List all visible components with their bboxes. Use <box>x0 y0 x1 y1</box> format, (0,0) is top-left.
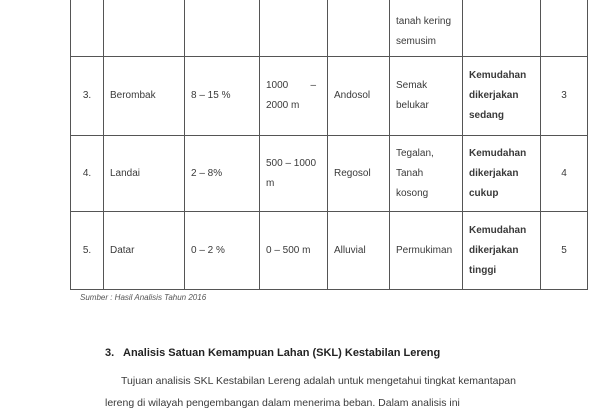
table-row <box>71 136 588 212</box>
land-use-line: Tanah <box>396 167 424 179</box>
relief-cell: Berombak <box>104 57 185 136</box>
value-cell <box>541 0 588 57</box>
table-source-note: Sumber : Hasil Analisis Tahun 2016 <box>80 293 207 302</box>
height-cell <box>260 136 328 212</box>
land-use-line: tanah kering <box>396 16 452 27</box>
land-use-line: semusim <box>396 36 437 47</box>
skl-cell <box>463 0 541 57</box>
slope-cell: 8 – 15 % <box>185 57 260 136</box>
skl-cell <box>463 57 541 136</box>
table-row <box>71 57 588 136</box>
height-cell <box>260 57 328 136</box>
skl-line: sedang <box>469 110 505 121</box>
skl-cell <box>463 212 541 290</box>
section-title: Analisis Satuan Kemampuan Lahan (SKL) Kestabilan Lereng <box>123 347 441 359</box>
skl-line: Kemudahan <box>469 147 527 159</box>
land-use-cell <box>390 0 463 57</box>
height-line: 2000 m <box>266 100 300 111</box>
height-line: 1000 – <box>266 80 317 91</box>
skl-line: Kemudahan <box>469 70 527 81</box>
paragraph-line: Tujuan analisis SKL Kestabilan Lereng adalah untuk mengetahui tingkat kemantapan <box>121 375 516 387</box>
height-cell <box>260 0 328 57</box>
soil-cell <box>328 0 390 57</box>
land-use-line: kosong <box>396 187 429 199</box>
paragraph-line: lereng di wilayah pengembangan dalam menerima beban. Dalam analisis ini <box>105 397 460 409</box>
skl-line: cukup <box>469 187 499 199</box>
table-row <box>71 0 588 57</box>
skl-line: dikerjakan <box>469 167 519 179</box>
slope-cell: 0 – 2 % <box>185 212 260 290</box>
table-row <box>71 212 588 290</box>
relief-cell: Datar <box>104 212 185 290</box>
row-number-cell <box>71 0 104 57</box>
skl-line: Kemudahan <box>469 224 527 236</box>
value-cell: 4 <box>541 136 588 212</box>
section-number: 3. <box>105 347 115 359</box>
land-capability-table <box>70 0 588 290</box>
row-number-cell: 5. <box>71 212 104 290</box>
height-line: 500 – 1000 <box>266 157 317 169</box>
relief-cell: Landai <box>104 136 185 212</box>
height-cell <box>260 212 328 290</box>
height-line: m <box>266 177 275 189</box>
soil-cell: Regosol <box>328 136 390 212</box>
skl-cell <box>463 136 541 212</box>
soil-cell: Andosol <box>328 57 390 136</box>
slope-cell: 2 – 8% <box>185 136 260 212</box>
section-paragraph <box>105 370 541 414</box>
value-cell: 3 <box>541 57 588 136</box>
soil-cell: Alluvial <box>328 212 390 290</box>
height-line: 0 – 500 m <box>266 244 311 256</box>
land-use-line: belukar <box>396 100 429 111</box>
land-use-cell <box>390 57 463 136</box>
land-use-cell <box>390 212 463 290</box>
skl-line: dikerjakan <box>469 90 519 101</box>
relief-cell <box>104 0 185 57</box>
land-use-line: Semak <box>396 80 428 91</box>
land-use-line: Tegalan, <box>396 147 434 159</box>
row-number-cell: 3. <box>71 57 104 136</box>
value-cell: 5 <box>541 212 588 290</box>
skl-line: tinggi <box>469 264 497 276</box>
skl-line: dikerjakan <box>469 244 519 256</box>
land-use-line: Permukiman <box>396 244 453 256</box>
slope-cell <box>185 0 260 57</box>
land-use-cell <box>390 136 463 212</box>
row-number-cell: 4. <box>71 136 104 212</box>
section-heading <box>105 347 440 359</box>
